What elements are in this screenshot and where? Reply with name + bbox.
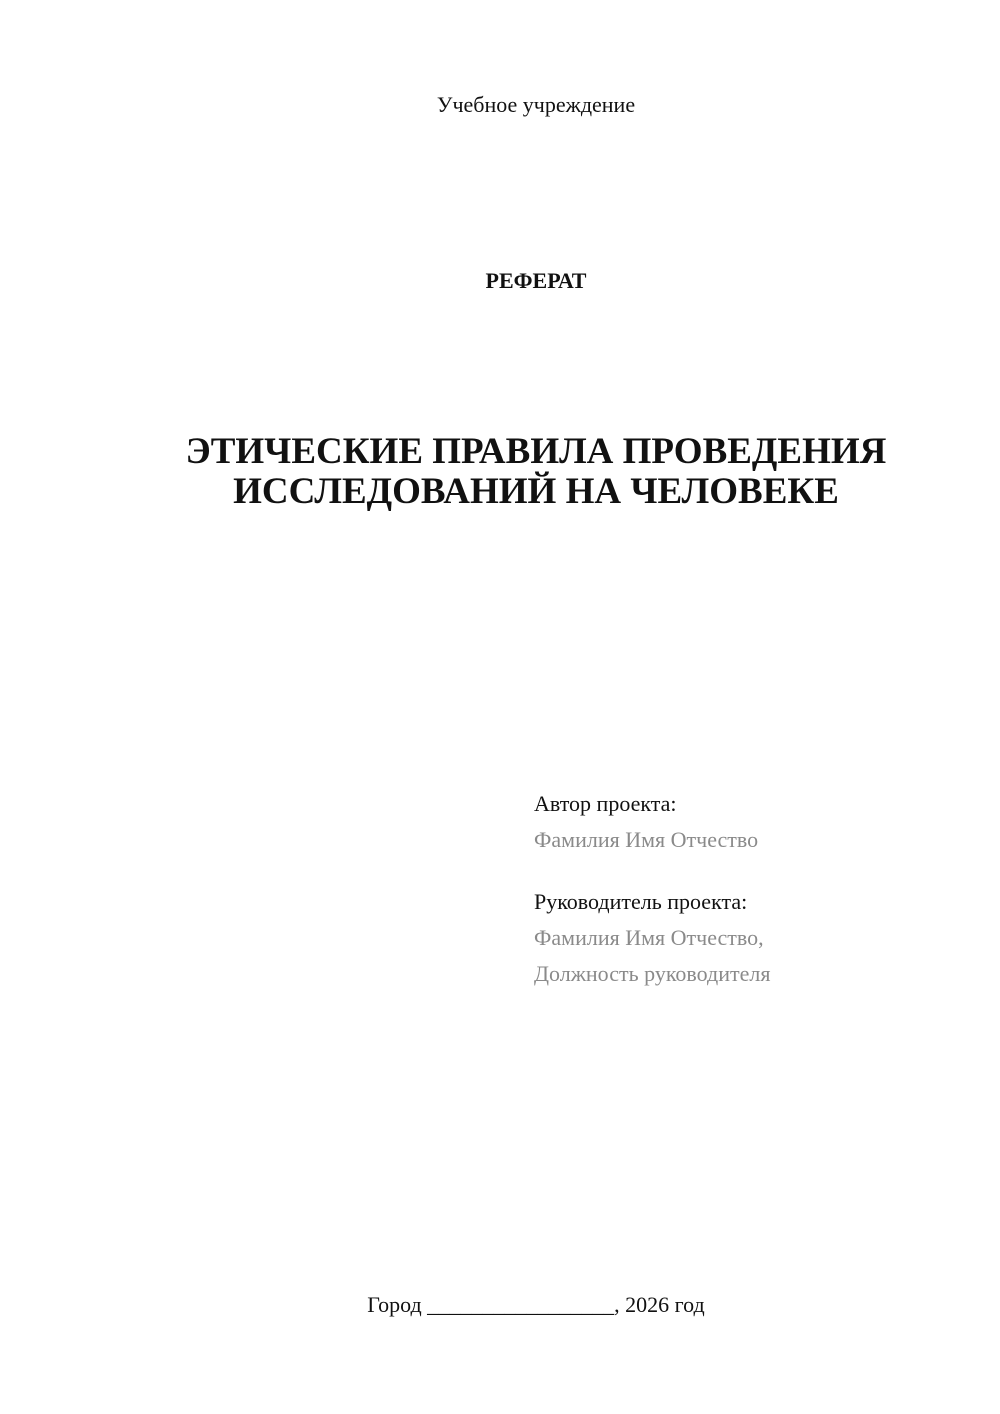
document-title: [0, 432, 1000, 512]
credits-spacer: [534, 858, 974, 884]
author-name: Фамилия Имя Отчество: [534, 827, 759, 852]
city-year-footer: Город _________________, 2026 год: [367, 1292, 705, 1317]
document-type: РЕФЕРАТ: [485, 268, 587, 293]
institution-name: Учебное учреждение: [436, 92, 636, 117]
title-line-1: ЭТИЧЕСКИЕ ПРАВИЛА ПРОВЕДЕНИЯ: [185, 431, 887, 472]
supervisor-position: Должность руководителя: [534, 961, 771, 986]
title-line-2: ИССЛЕДОВАНИЙ НА ЧЕЛОВЕКЕ: [233, 471, 839, 512]
credits-block: [534, 786, 974, 992]
author-label: Автор проекта:: [534, 791, 677, 816]
supervisor-name: Фамилия Имя Отчество,: [534, 925, 764, 950]
supervisor-label: Руководитель проекта:: [534, 889, 748, 914]
